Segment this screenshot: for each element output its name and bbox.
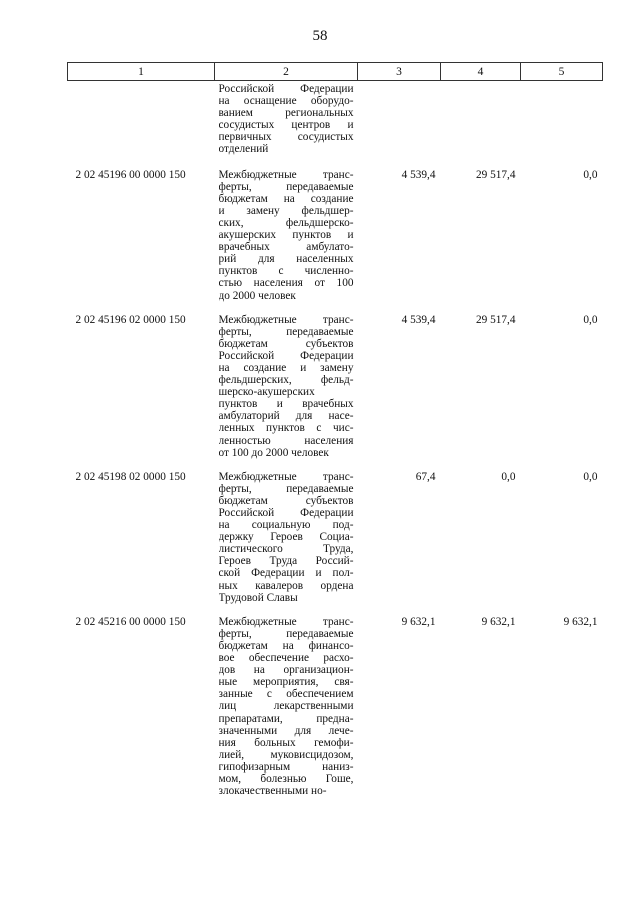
amount-column-4: 9 632,1 (481, 615, 516, 628)
budget-code: 2 02 45196 00 0000 150 (75, 168, 186, 181)
amount-column-3 (358, 81, 441, 168)
description-line: Межбюджетные транс- (218, 168, 354, 181)
amount-column-5: 0,0 (583, 168, 598, 181)
description-line: ской Федерации и пол- (218, 567, 354, 580)
description-line: стью населения от 100 (218, 277, 354, 290)
table-row (68, 81, 603, 168)
description-line: ферты, передаваемые (218, 482, 354, 495)
description-line: Российской Федерации (218, 507, 354, 519)
transfer-description (215, 470, 358, 615)
description-line: вое обеспечение расхо- (218, 652, 354, 665)
amount-column-3: 9 632,1 (401, 615, 436, 628)
description-line: отделений (218, 143, 269, 156)
column-header-1: 1 (68, 63, 215, 81)
transfer-description (215, 313, 358, 470)
description-line: первичных сосудистых (218, 131, 354, 144)
table-row (68, 168, 603, 313)
description-line: бюджетам субъектов (218, 337, 354, 350)
amount-column-4: 29 517,4 (475, 168, 516, 181)
description-line: держку Героев Социа- (218, 531, 354, 544)
description-line: ских, фельдшерско- (218, 216, 354, 229)
description-line: на социальную под- (218, 519, 354, 532)
description-line: ванием региональных (218, 107, 354, 120)
description-line: лией, муковисцидозом, (218, 748, 354, 761)
description-line: ферты, передаваемые (218, 627, 354, 640)
description-line: пунктов с численно- (218, 265, 354, 278)
description-line: листического Труда, (218, 543, 354, 556)
description-line: Российской Федерации (218, 83, 354, 95)
budget-code: 2 02 45196 02 0000 150 (75, 313, 186, 326)
transfer-description (215, 168, 358, 313)
amount-column-5: 9 632,1 (563, 615, 598, 628)
description-line: лиц лекарственными (218, 700, 354, 713)
description-line: на оснащение оборудо- (218, 95, 354, 108)
description-line: Межбюджетные транс- (218, 615, 354, 628)
description-line: ленностью населения (218, 434, 354, 447)
column-header-2: 2 (215, 63, 358, 81)
description-line: ферты, передаваемые (218, 180, 354, 193)
description-line: ния больных гемофи- (218, 736, 354, 749)
description-line: Героев Труда Россий- (218, 555, 354, 568)
description-line: рий для населенных (218, 253, 354, 266)
description-line: злокачественными но- (218, 785, 327, 798)
table-header-row (68, 63, 603, 81)
description-line: до 2000 человек (218, 289, 296, 302)
amount-column-4 (441, 81, 521, 168)
amount-column-5 (521, 81, 603, 168)
amount-column-3: 4 539,4 (401, 313, 436, 326)
description-line: сосудистых центров и (218, 119, 354, 132)
column-header-3: 3 (358, 63, 441, 81)
budget-code (68, 81, 215, 168)
description-line: бюджетам субъектов (218, 494, 354, 507)
amount-column-5: 0,0 (583, 313, 598, 326)
description-line: Российской Федерации (218, 349, 354, 362)
amount-column-4: 29 517,4 (475, 313, 516, 326)
description-line: мом, болезнью Гоше, (218, 772, 354, 785)
amount-column-3: 67,4 (415, 470, 436, 483)
description-line: бюджетам на финансо- (218, 639, 354, 652)
description-line: препаратами, предна- (218, 712, 354, 725)
amount-column-5: 0,0 (583, 470, 598, 483)
description-line: Межбюджетные транс- (218, 470, 354, 483)
table-row (68, 615, 603, 808)
description-line: ных кавалеров ордена (218, 579, 354, 592)
page-number: 58 (312, 28, 328, 44)
description-line: шерско-акушерских (218, 386, 315, 399)
transfer-description (215, 615, 358, 808)
table-body (68, 81, 603, 809)
description-line: пунктов и врачебных (218, 398, 354, 411)
description-line: ферты, передаваемые (218, 325, 354, 338)
budget-table (67, 62, 603, 808)
description-line: фельдшерских, фельд- (218, 374, 354, 387)
description-line: врачебных амбулато- (218, 241, 354, 254)
transfer-description (215, 81, 358, 168)
budget-code: 2 02 45216 00 0000 150 (75, 615, 186, 628)
table-row (68, 313, 603, 470)
description-line: ленных пунктов с чис- (218, 422, 354, 435)
table-row (68, 470, 603, 615)
description-line: амбулаторий для насе- (218, 410, 354, 423)
description-line: на создание и замену (218, 361, 354, 374)
column-header-4: 4 (441, 63, 521, 81)
amount-column-4: 0,0 (501, 470, 516, 483)
description-line: занные с обеспечением (218, 688, 354, 701)
description-line: гипофизарным наниз- (218, 760, 354, 773)
description-line: значенными для лече- (218, 724, 354, 737)
description-line: и замену фельдшер- (218, 204, 354, 217)
column-header-5: 5 (521, 63, 603, 81)
budget-code: 2 02 45198 02 0000 150 (75, 470, 186, 483)
description-line: ные мероприятия, свя- (218, 676, 354, 689)
description-line: Межбюджетные транс- (218, 313, 354, 326)
description-line: Трудовой Славы (218, 591, 298, 604)
description-line: от 100 до 2000 человек (218, 446, 329, 459)
description-line: дов на организацион- (218, 664, 354, 677)
description-line: бюджетам на создание (218, 192, 354, 205)
description-line: акушерских пунктов и (218, 229, 354, 242)
amount-column-3: 4 539,4 (401, 168, 436, 181)
